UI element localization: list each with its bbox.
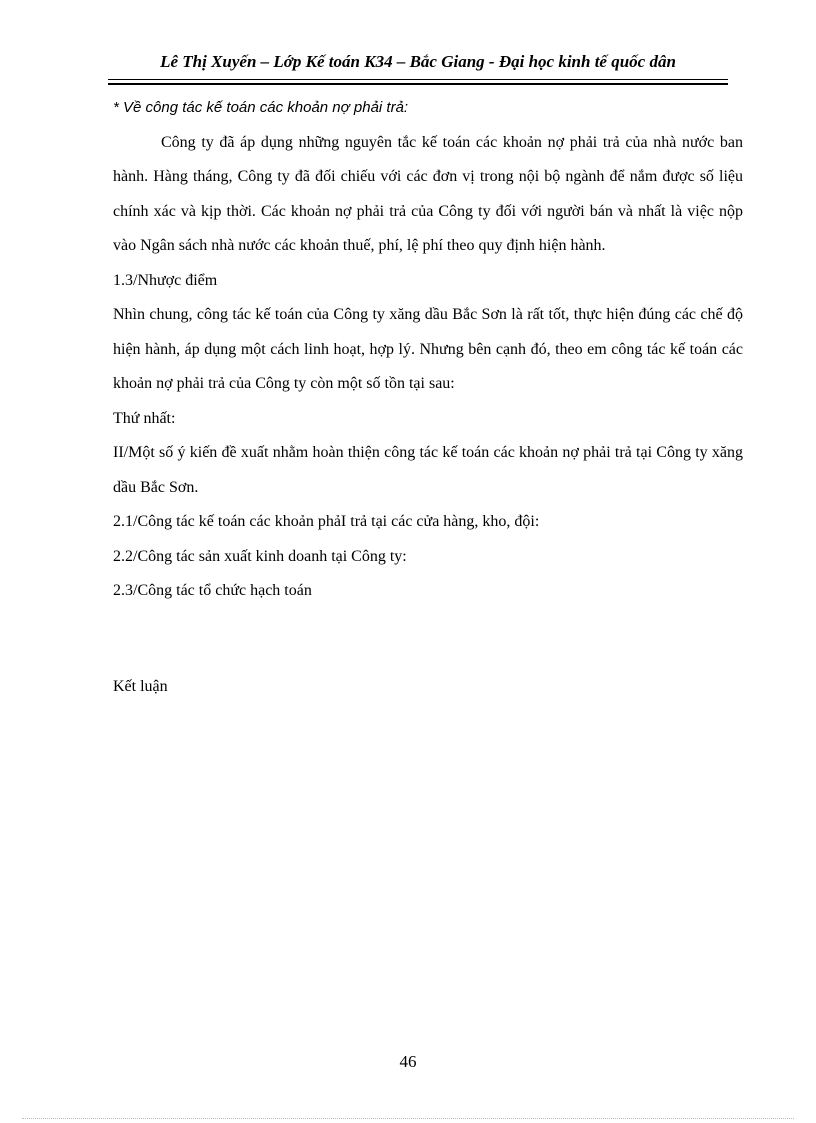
- heading-2-3: 2.3/Công tác tổ chức hạch toán: [113, 582, 312, 599]
- document-body: [113, 91, 743, 609]
- page-header-title: Lê Thị Xuyến – Lớp Kế toán K34 – Bắc Giang - Đại học kinh tế quốc dân: [160, 52, 676, 71]
- first-point-label: Thứ nhất:: [113, 409, 176, 427]
- heading-section-II: II/Một số ý kiến đề xuất nhằm hoàn thiện công tác kế toán các khoản nợ phải trả tại Công ty xăng dầu Bắc Sơn.: [113, 444, 743, 496]
- heading-2-2: 2.2/Công tác sản xuất kinh doanh tại Công ty:: [113, 547, 407, 565]
- paragraph-accounting-principles: Công ty đã áp dụng những nguyên tắc kế toán các khoản nợ phải trả của nhà nước ban hành. Hàng tháng, Công ty đã đối chiếu với các đơn vị trong nội bộ ngành để nắm được số liệu chính xác và kịp thời. Các khoản nợ phải trả của Công ty đối với người bán và nhất là việc nộp vào Ngân sách nhà nước các khoản thuế, phí, lệ phí theo quy định hiện hành.: [113, 133, 743, 254]
- header-rule-thick: [108, 83, 728, 85]
- footer-rule: [22, 1118, 794, 1119]
- paragraph-weaknesses: Nhìn chung, công tác kế toán của Công ty xăng dầu Bắc Sơn là rất tốt, thực hiện đúng các chế độ hiện hành, áp dụng một cách linh hoạt, hợp lý. Nhưng bên cạnh đó, theo em công tác kế toán các khoản nợ phải trả của Công ty còn một số tồn tại sau:: [113, 306, 743, 392]
- heading-conclusion: Kết luận: [113, 678, 168, 695]
- heading-2-1: 2.1/Công tác kế toán các khoản phảI trả tại các cửa hàng, kho, đội:: [113, 513, 540, 530]
- page-number: 46: [399, 1052, 417, 1071]
- subheading-payables: * Về công tác kế toán các khoản nợ phải trả:: [113, 99, 409, 116]
- header-rule-thin: [108, 79, 728, 80]
- heading-1-3: 1.3/Nhược điểm: [113, 271, 218, 289]
